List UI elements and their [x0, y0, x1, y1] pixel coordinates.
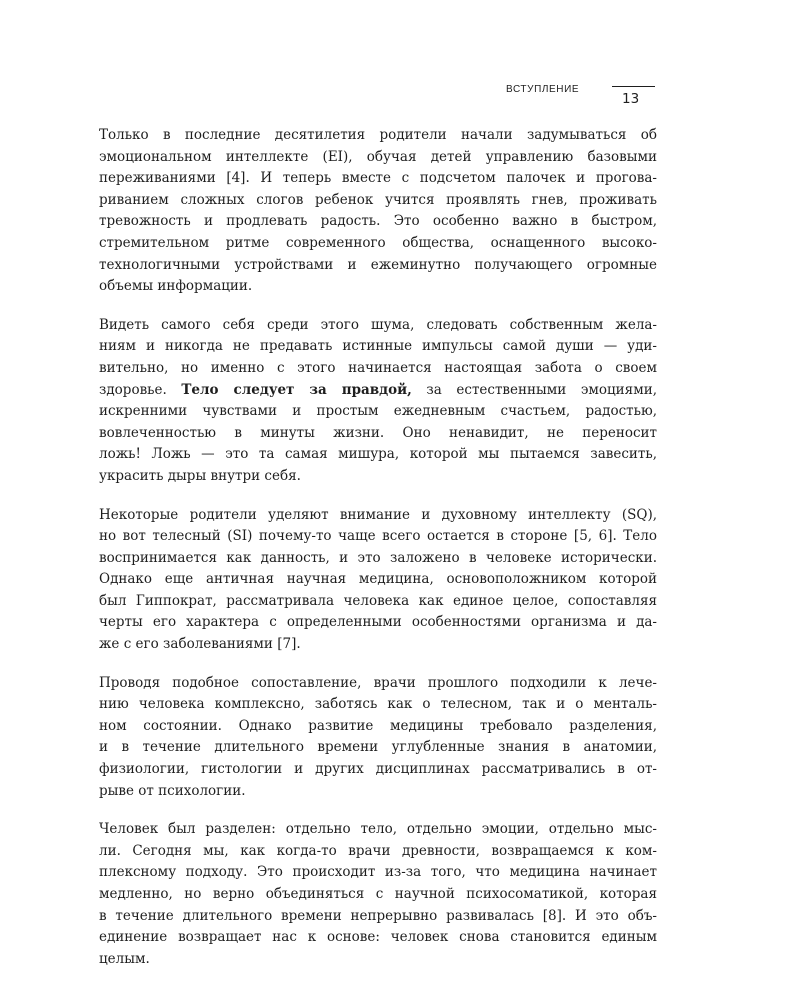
text-line: плексному подходу. Это происходит из-за того, что медицина начинает [99, 864, 657, 881]
text-line: был Гиппократ, рассматривала человека как единое целое, сопоставляя [99, 592, 657, 609]
text-segment: здоровье. [99, 381, 167, 398]
text-line: целым. [99, 950, 150, 967]
running-head: ВСТУПЛЕНИЕ [506, 84, 580, 95]
paragraph-4 [99, 673, 657, 803]
text-line: же с его заболеваниями [7]. [99, 636, 301, 653]
text-line: ниям и никогда не предавать истинные импульсы самой души — уди- [99, 338, 657, 355]
body-text [99, 125, 657, 987]
text-line: единение возвращает нас к основе: человек снова становится единым [99, 929, 657, 946]
text-line: Некоторые родители уделяют внимание и духовному интеллекту (SQ), [99, 506, 657, 523]
paragraph-3 [99, 505, 657, 656]
text-line: риванием сложных слогов ребенок учится проявлять гнев, проживать [99, 191, 657, 208]
text-line: медленно, но верно объединяться с научной психосоматикой, которая [99, 886, 657, 902]
bold-emphasis: Тело следует за правдой, [181, 381, 412, 398]
text-line: воспринимается как данность, и это заложено в человеке исторически. [99, 549, 657, 566]
text-line: и в течение длительного времени углубленные знания в анатомии, [99, 739, 657, 756]
text-line: рыве от психологии. [99, 782, 246, 799]
header-rule [612, 86, 655, 87]
text-line: объемы информации. [99, 278, 253, 295]
text-line: но вот телесный (SI) почему-то чаще всего остается в стороне [5, 6]. Тело [99, 528, 657, 545]
text-line: Однако еще античная научная медицина, основоположником которой [99, 571, 657, 588]
text-line: эмоциональном интеллекте (EI), обучая детей управлению базовыми [99, 148, 657, 165]
text-line: переживаниями [4]. И теперь вместе с подсчетом палочек и прогова- [99, 170, 657, 187]
text-line: технологичными устройствами и ежеминутно получающего огромные [99, 256, 657, 273]
text-line: нию человека комплексно, заботясь как о телесном, так и о менталь- [99, 696, 657, 713]
text-line: украсить дыры внутри себя. [99, 467, 301, 484]
page-number: 13 [622, 91, 640, 107]
text-line: Только в последние десятилетия родители начали задумываться об [99, 127, 657, 143]
text-line: Проводя подобное сопоставление, врачи прошлого подходили к лече- [99, 674, 657, 691]
text-line: Человек был разделен: отдельно тело, отдельно эмоции, отдельно мыс- [99, 821, 657, 838]
paragraph-5 [99, 819, 657, 970]
text-line: тревожность и продлевать радость. Это особенно важно в быстром, [99, 213, 657, 230]
paragraph-1 [99, 125, 657, 298]
text-line: вовлеченностью в минуты жизни. Оно ненавидит, не переносит [99, 424, 657, 441]
paragraph-2 [99, 315, 657, 488]
text-line: физиологии, гистологии и других дисциплинах рассматривались в от- [99, 761, 657, 778]
text-line: черты его характера с определенными особенностями организма и да- [99, 614, 657, 631]
text-line: ли. Сегодня мы, как когда-то врачи древности, возвращаемся к ком- [99, 842, 657, 859]
text-line: стремительном ритме современного общества, оснащенного высоко- [99, 234, 657, 251]
text-line: ложь! Ложь — это та самая мишура, которой мы пытаемся завесить, [99, 446, 657, 463]
text-line: искренними чувствами и простым ежедневным счастьем, радостью, [99, 403, 657, 420]
text-line: вительно, но именно с этого начинается настоящая забота о своем [99, 359, 657, 376]
text-line-with-emphasis [99, 380, 657, 402]
text-line: в течение длительного времени непрерывно развивалась [8]. И это объ- [99, 907, 657, 924]
text-line: ном состоянии. Однако развитие медицины требовало разделения, [99, 717, 657, 734]
text-line: Видеть самого себя среди этого шума, следовать собственным жела- [99, 316, 657, 333]
text-segment: за естественными эмоциями, [411, 381, 657, 398]
